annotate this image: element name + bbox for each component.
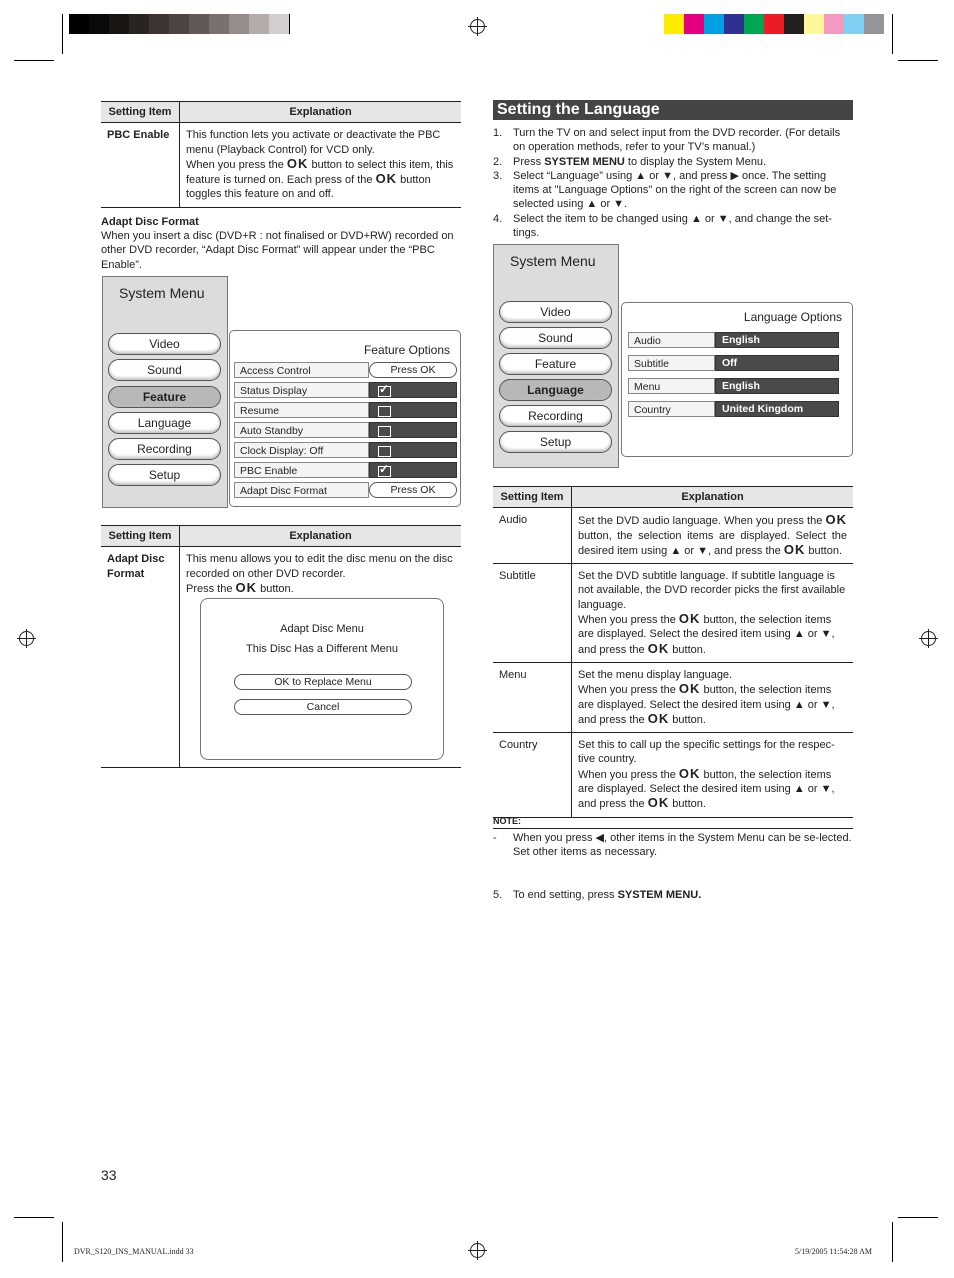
col-header-explanation: Explanation	[180, 526, 462, 547]
table-row: Country Set this to call up the specific settings for the respec-tive country. When you press the OK button, the selection items are displayed. Select the desired item using ▲ or ▼, and press the OK button.	[493, 733, 853, 817]
col-header-item: Setting Item	[493, 487, 572, 508]
section-heading: Setting the Language	[493, 100, 853, 120]
note-body: - When you press ◀, other items in the System Menu can be se-lected. Set other items as necessary.	[493, 832, 852, 859]
check-icon: ✓	[379, 462, 390, 476]
checkbox-icon	[378, 426, 391, 437]
checkbox-unchecked[interactable]	[369, 422, 457, 438]
checkbox-unchecked[interactable]	[369, 442, 457, 458]
option-label: Auto Standby	[234, 422, 369, 438]
press-ok-button[interactable]: Press OK	[369, 362, 457, 378]
option-label: Status Display	[234, 382, 369, 398]
option-label: Resume	[234, 402, 369, 418]
system-menu-panel	[493, 244, 619, 468]
menu-item-language[interactable]: Language	[108, 412, 221, 434]
pbc-explanation: This function lets you activate or deactivate the PBC menu (Playback Control) for VCD only. When you press the OK button to select this item, this feature is turned on. Each press of the OK button toggles this feature on and off.	[180, 123, 462, 207]
menu-item-sound[interactable]: Sound	[108, 359, 221, 381]
note-title: NOTE:	[493, 816, 521, 826]
check-icon: ✓	[379, 382, 390, 396]
footer-filename: DVR_S120_INS_MANUAL.indd 33	[74, 1247, 194, 1256]
menu-item-sound[interactable]: Sound	[499, 327, 612, 349]
table-row: Menu Set the menu display language. When you press the OK button, the selection items are displayed. Select the desired item using ▲ or ▼, and press the OK button.	[493, 662, 853, 732]
option-label-audio: Audio	[628, 332, 715, 348]
feature-options-panel	[229, 330, 461, 507]
menu-item-feature[interactable]: Feature	[108, 386, 221, 408]
col-header-item: Setting Item	[101, 102, 180, 123]
page-number: 33	[101, 1167, 117, 1183]
menu-item-feature[interactable]: Feature	[499, 353, 612, 375]
registration-mark-icon	[470, 19, 485, 34]
option-label: Adapt Disc Format	[234, 482, 369, 498]
menu-item-video[interactable]: Video	[499, 301, 612, 323]
step-5: 5. To end setting, press SYSTEM MENU.	[493, 889, 702, 901]
ok-replace-button[interactable]: OK to Replace Menu	[234, 674, 412, 690]
cancel-button[interactable]: Cancel	[234, 699, 412, 715]
feature-options-title: Feature Options	[363, 343, 450, 357]
setting-item-adapt: Adapt Disc Format	[101, 547, 180, 768]
step-3: 3. Select “Language” using ▲ or ▼, and press ▶ once. The setting items at "Language Options" on the right of the screen can now be selected using ▲ or ▼.	[493, 169, 837, 211]
menu-item-video[interactable]: Video	[108, 333, 221, 355]
col-header-explanation: Explanation	[180, 102, 462, 123]
option-label: PBC Enable	[234, 462, 369, 478]
menu-item-language[interactable]: Language	[499, 379, 612, 401]
registration-mark-icon	[921, 631, 936, 646]
checkbox-icon	[378, 406, 391, 417]
press-ok-button[interactable]: Press OK	[369, 482, 457, 498]
table-row: Subtitle Set the DVD subtitle language. If subtitle language is not available, the DVD recorder picks the first available language. When you press the OK button, the selection items are displayed. Select the desired item using ▲ or ▼, and press the OK button.	[493, 564, 853, 663]
checkbox-icon	[378, 446, 391, 457]
option-value-country[interactable]: United Kingdom	[715, 401, 839, 417]
footer-date: 5/19/2005 11:54:28 AM	[795, 1247, 873, 1256]
menu-item-recording[interactable]: Recording	[108, 438, 221, 460]
steps-list	[493, 126, 853, 240]
option-value-subtitle[interactable]: Off	[715, 355, 839, 371]
step-4: 4. Select the item to be changed using ▲ or ▼, and change the set-tings.	[493, 212, 832, 240]
note-divider	[493, 828, 853, 829]
language-settings-table	[493, 486, 853, 818]
checkbox-checked[interactable]	[369, 382, 457, 398]
pbc-settings-table	[101, 101, 461, 208]
adapt-explanation: This menu allows you to edit the disc menu on the disc recorded on other DVD recorder. Press the OK button.	[180, 547, 462, 768]
option-label-menu: Menu	[628, 378, 715, 394]
adapt-disc-text: When you insert a disc (DVD+R : not finalised or DVD+RW) recorded on other DVD recorder, “Adapt Disc Format” will appear under the “PBC Enable”.	[101, 230, 454, 271]
menu-item-setup[interactable]: Setup	[108, 464, 221, 486]
system-menu-title: System Menu	[510, 253, 596, 269]
dialog-message: This Disc Has a Different Menu	[245, 643, 399, 655]
menu-item-setup[interactable]: Setup	[499, 431, 612, 453]
system-menu-panel	[102, 276, 228, 508]
setting-item-pbc: PBC Enable	[101, 123, 180, 207]
system-menu-title: System Menu	[119, 285, 205, 301]
menu-item-recording[interactable]: Recording	[499, 405, 612, 427]
col-header-item: Setting Item	[101, 526, 180, 547]
dialog-title: Adapt Disc Menu	[280, 623, 364, 635]
registration-mark-icon	[470, 1243, 485, 1258]
option-label: Clock Display: Off	[234, 442, 369, 458]
option-value-audio[interactable]: English	[715, 332, 839, 348]
checkbox-checked[interactable]	[369, 462, 457, 478]
checkbox-unchecked[interactable]	[369, 402, 457, 418]
registration-mark-icon	[19, 631, 34, 646]
table-row: Audio Set the DVD audio language. When you press the OK button, the selection items are displayed. Select the desired item using ▲ or ▼, and press the OK button.	[493, 508, 853, 564]
option-label-country: Country	[628, 401, 715, 417]
option-value-menu[interactable]: English	[715, 378, 839, 394]
adapt-disc-title: Adapt Disc Format	[101, 216, 199, 228]
col-header-explanation: Explanation	[572, 487, 854, 508]
step-1: 1. Turn the TV on and select input from the DVD recorder. (For details on operation methods, refer to your TV’s manual.)	[493, 127, 841, 154]
language-options-panel	[621, 302, 853, 457]
language-options-title: Language Options	[743, 310, 842, 324]
step-2: 2. Press SYSTEM MENU to display the System Menu.	[493, 155, 767, 168]
option-label-subtitle: Subtitle	[628, 355, 715, 371]
option-label: Access Control	[234, 362, 369, 378]
adapt-disc-dialog	[200, 598, 444, 760]
